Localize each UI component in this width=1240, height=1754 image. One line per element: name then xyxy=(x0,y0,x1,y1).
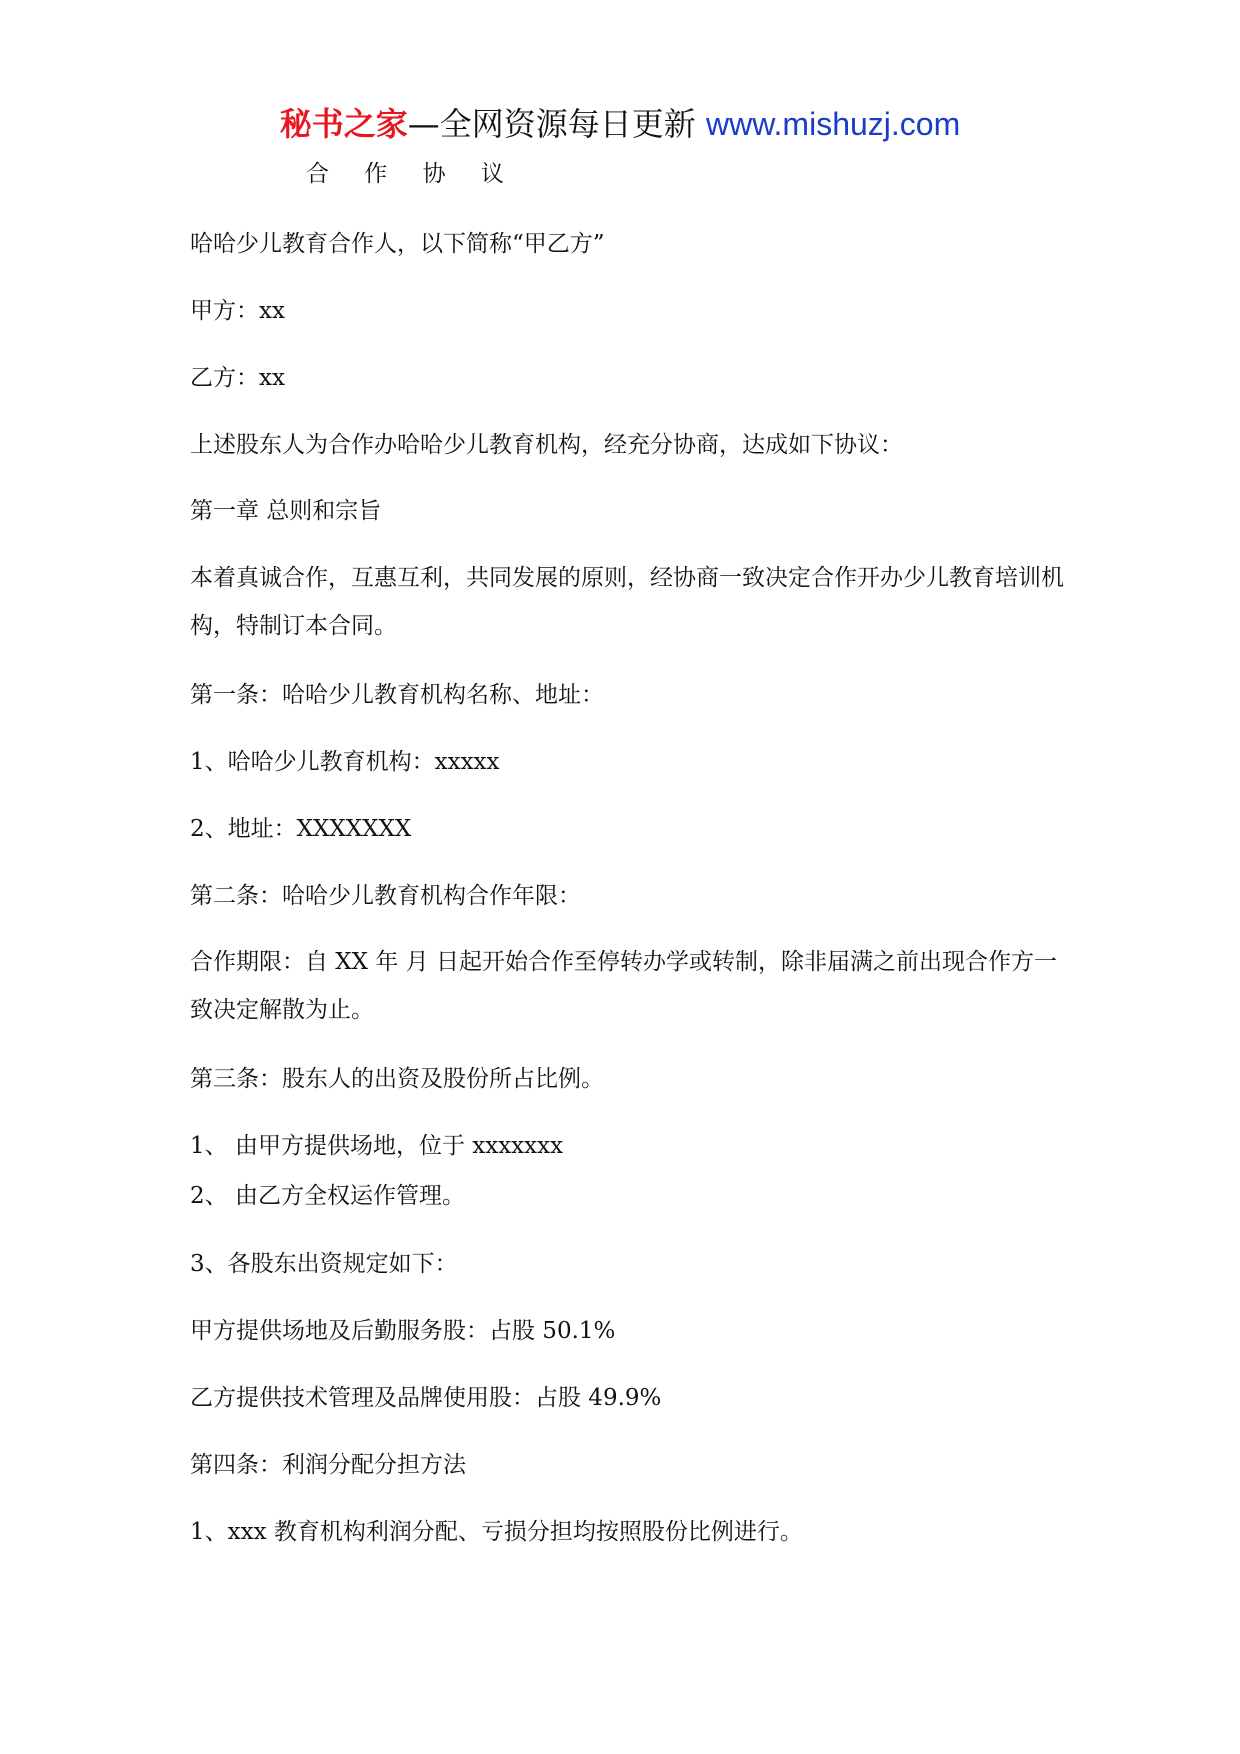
site-url-link[interactable]: www.mishuzj.com xyxy=(705,106,961,142)
intro-paragraph: 哈哈少儿教育合作人，以下简称“甲乙方” xyxy=(190,231,605,257)
article-1-item-1: 1、哈哈少儿教育机构：xxxxx xyxy=(190,749,500,775)
article-1-item-2: 2、地址：XXXXXXX xyxy=(190,816,412,842)
term-paragraph: 合作期限：自 XX 年 月 日起开始合作至停转办学或转制，除非届满之前出现合作方一致决定解散为止。 xyxy=(190,949,1057,1023)
article-3-heading: 第三条：股东人的出资及股份所占比例。 xyxy=(190,1066,604,1092)
article-3-item-2: 2、 由乙方全权运作管理。 xyxy=(190,1183,465,1209)
document-title: 合 作 协 议 xyxy=(306,161,518,187)
principle-paragraph: 本着真诚合作，互惠互利，共同发展的原则，经协商一致决定合作开办少儿教育培训机构，特制订本合同。 xyxy=(190,565,1064,639)
banner-slogan: —全网资源每日更新 xyxy=(407,105,696,143)
party-b-share: 乙方提供技术管理及品牌使用股：占股 49.9% xyxy=(190,1385,662,1411)
article-3-item-1: 1、 由甲方提供场地，位于 xxxxxxx xyxy=(190,1133,564,1159)
article-2-heading: 第二条：哈哈少儿教育机构合作年限： xyxy=(190,883,581,909)
chapter-heading: 第一章 总则和宗旨 xyxy=(190,498,382,524)
party-b-line: 乙方：xx xyxy=(190,365,285,391)
party-a-line: 甲方：xx xyxy=(190,298,285,324)
agreement-preamble: 上述股东人为合作办哈哈少儿教育机构，经充分协商，达成如下协议： xyxy=(190,432,903,458)
article-1-heading: 第一条：哈哈少儿教育机构名称、地址： xyxy=(190,682,604,708)
article-4-heading: 第四条：利润分配分担方法 xyxy=(190,1452,466,1478)
brand-name: 秘书之家 xyxy=(279,105,408,143)
article-3-item-3: 3、各股东出资规定如下： xyxy=(190,1251,458,1277)
party-a-share: 甲方提供场地及后勤服务股：占股 50.1% xyxy=(190,1318,616,1344)
article-4-item-1: 1、xxx 教育机构利润分配、亏损分担均按照股份比例进行。 xyxy=(190,1519,803,1545)
